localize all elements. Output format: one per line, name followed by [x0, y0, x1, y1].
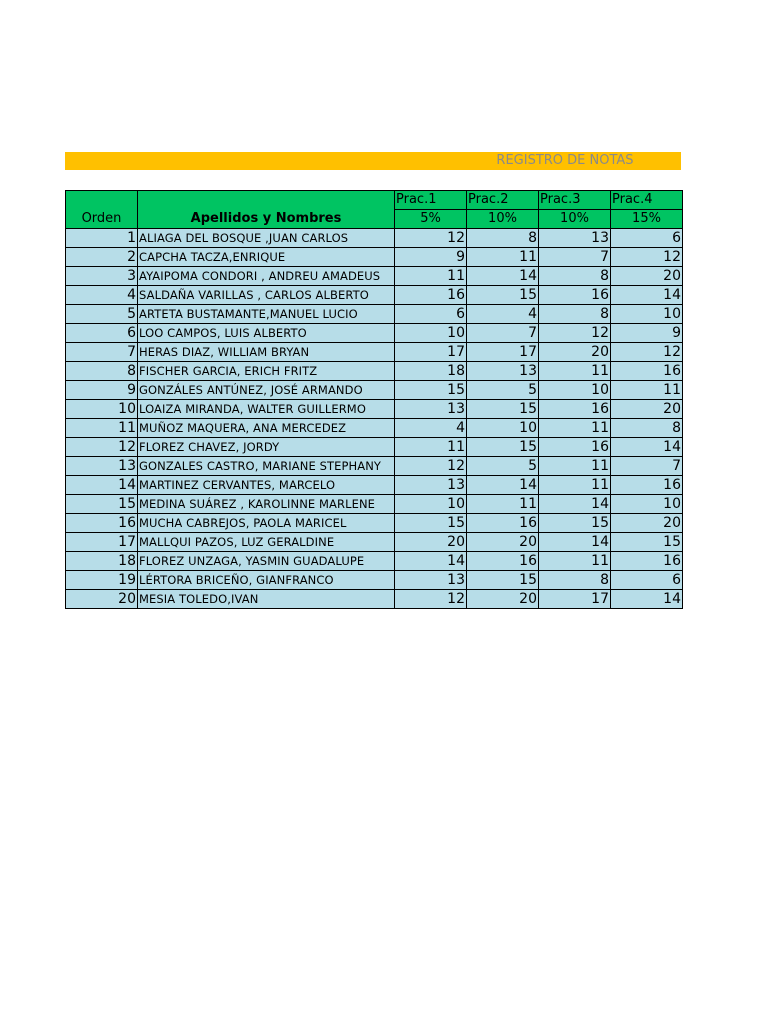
grade-cell: 11 [611, 381, 683, 400]
table-row [66, 343, 683, 362]
header-row-labels [66, 191, 683, 210]
grade-cell: 14 [611, 590, 683, 609]
grade-cell: 8 [611, 419, 683, 438]
order-cell: 13 [66, 457, 138, 476]
grade-cell: 4 [467, 305, 539, 324]
grade-cell: 7 [467, 324, 539, 343]
student-name-cell: MESIA TOLEDO,IVAN [138, 590, 395, 609]
student-name-cell: FISCHER GARCIA, ERICH FRITZ [138, 362, 395, 381]
grade-cell: 7 [539, 248, 611, 267]
student-name-cell: MUCHA CABREJOS, PAOLA MARICEL [138, 514, 395, 533]
order-cell: 9 [66, 381, 138, 400]
student-name-cell: LOO CAMPOS, LUIS ALBERTO [138, 324, 395, 343]
grade-cell: 17 [395, 343, 467, 362]
table-row [66, 514, 683, 533]
order-cell: 17 [66, 533, 138, 552]
order-header: Orden [66, 191, 138, 229]
grade-cell: 14 [539, 533, 611, 552]
grade-cell: 11 [395, 267, 467, 286]
student-name-cell: SALDAÑA VARILLAS , CARLOS ALBERTO [138, 286, 395, 305]
grade-cell: 11 [539, 362, 611, 381]
table-row [66, 571, 683, 590]
grade-cell: 13 [395, 571, 467, 590]
grade-cell: 8 [539, 267, 611, 286]
grade-cell: 16 [611, 476, 683, 495]
grade-cell: 11 [539, 476, 611, 495]
practice-weight: 10% [467, 210, 539, 229]
grade-cell: 4 [395, 419, 467, 438]
grades-table [65, 190, 683, 609]
grade-cell: 11 [467, 248, 539, 267]
practice-weight: 5% [395, 210, 467, 229]
table-row [66, 248, 683, 267]
grade-cell: 20 [611, 400, 683, 419]
student-name-cell: GONZÁLES ANTÚNEZ, JOSÉ ARMANDO [138, 381, 395, 400]
practice-header: Prac.3 [539, 191, 611, 210]
practice-header: Prac.4 [611, 191, 683, 210]
grade-cell: 9 [395, 248, 467, 267]
grade-cell: 6 [395, 305, 467, 324]
grade-cell: 17 [539, 590, 611, 609]
student-name-cell: HERAS DIAZ, WILLIAM BRYAN [138, 343, 395, 362]
grade-cell: 13 [467, 362, 539, 381]
grade-cell: 14 [539, 495, 611, 514]
grade-cell: 13 [395, 400, 467, 419]
grade-cell: 11 [467, 495, 539, 514]
order-cell: 6 [66, 324, 138, 343]
table-row [66, 419, 683, 438]
grade-cell: 6 [611, 571, 683, 590]
title-bar [65, 152, 681, 170]
grade-cell: 14 [467, 267, 539, 286]
grade-cell: 14 [467, 476, 539, 495]
grade-cell: 11 [539, 457, 611, 476]
table-row [66, 533, 683, 552]
table-row [66, 476, 683, 495]
grade-cell: 16 [467, 552, 539, 571]
grade-cell: 15 [395, 381, 467, 400]
grade-cell: 20 [611, 514, 683, 533]
grade-cell: 15 [467, 400, 539, 419]
student-name-cell: GONZALES CASTRO, MARIANE STEPHANY [138, 457, 395, 476]
grade-cell: 13 [395, 476, 467, 495]
grade-cell: 8 [539, 571, 611, 590]
practice-weight: 10% [539, 210, 611, 229]
student-name-cell: LOAIZA MIRANDA, WALTER GUILLERMO [138, 400, 395, 419]
table-row [66, 590, 683, 609]
grade-cell: 12 [611, 248, 683, 267]
student-name-cell: FLOREZ UNZAGA, YASMIN GUADALUPE [138, 552, 395, 571]
practice-header: Prac.1 [395, 191, 467, 210]
grade-cell: 15 [395, 514, 467, 533]
grade-cell: 11 [395, 438, 467, 457]
table-row [66, 400, 683, 419]
grade-cell: 15 [467, 571, 539, 590]
order-cell: 8 [66, 362, 138, 381]
order-cell: 10 [66, 400, 138, 419]
grade-cell: 16 [611, 362, 683, 381]
grade-cell: 16 [467, 514, 539, 533]
grade-cell: 18 [395, 362, 467, 381]
grade-cell: 5 [467, 457, 539, 476]
table-row [66, 362, 683, 381]
student-name-cell: CAPCHA TACZA,ENRIQUE [138, 248, 395, 267]
table-row [66, 324, 683, 343]
grade-cell: 15 [467, 286, 539, 305]
table-row [66, 305, 683, 324]
table-row [66, 381, 683, 400]
grade-cell: 16 [395, 286, 467, 305]
table-row [66, 457, 683, 476]
grade-cell: 10 [611, 305, 683, 324]
table-row [66, 438, 683, 457]
student-name-cell: ALIAGA DEL BOSQUE ,JUAN CARLOS [138, 229, 395, 248]
grade-cell: 16 [539, 286, 611, 305]
practice-weight: 15% [611, 210, 683, 229]
grade-cell: 15 [539, 514, 611, 533]
order-cell: 15 [66, 495, 138, 514]
grade-cell: 12 [395, 457, 467, 476]
grade-cell: 12 [395, 590, 467, 609]
student-name-cell: MEDINA SUÁREZ , KAROLINNE MARLENE [138, 495, 395, 514]
grade-cell: 8 [467, 229, 539, 248]
table-row [66, 286, 683, 305]
practice-header: Prac.2 [467, 191, 539, 210]
grade-cell: 11 [539, 552, 611, 571]
order-cell: 20 [66, 590, 138, 609]
grade-cell: 20 [395, 533, 467, 552]
table-row [66, 229, 683, 248]
grade-cell: 20 [611, 267, 683, 286]
table-row [66, 267, 683, 286]
order-cell: 14 [66, 476, 138, 495]
grade-cell: 11 [539, 419, 611, 438]
grade-cell: 10 [467, 419, 539, 438]
sheet-title: REGISTRO DE NOTAS [496, 153, 634, 168]
grade-cell: 20 [467, 533, 539, 552]
order-cell: 12 [66, 438, 138, 457]
grade-cell: 16 [611, 552, 683, 571]
grade-cell: 6 [611, 229, 683, 248]
student-name-cell: MALLQUI PAZOS, LUZ GERALDINE [138, 533, 395, 552]
grade-cell: 15 [611, 533, 683, 552]
order-cell: 19 [66, 571, 138, 590]
grade-cell: 16 [539, 400, 611, 419]
order-cell: 16 [66, 514, 138, 533]
grade-cell: 20 [539, 343, 611, 362]
student-name-cell: FLOREZ CHAVEZ, JORDY [138, 438, 395, 457]
grade-cell: 14 [611, 286, 683, 305]
order-cell: 11 [66, 419, 138, 438]
student-name-cell: LÉRTORA BRICEÑO, GIANFRANCO [138, 571, 395, 590]
grade-cell: 8 [539, 305, 611, 324]
grade-cell: 12 [611, 343, 683, 362]
grade-cell: 12 [395, 229, 467, 248]
grade-cell: 10 [539, 381, 611, 400]
order-cell: 5 [66, 305, 138, 324]
student-name-cell: MUÑOZ MAQUERA, ANA MERCEDEZ [138, 419, 395, 438]
student-name-cell: MARTINEZ CERVANTES, MARCELO [138, 476, 395, 495]
grade-cell: 10 [395, 324, 467, 343]
grade-cell: 9 [611, 324, 683, 343]
grade-cell: 16 [539, 438, 611, 457]
grade-cell: 5 [467, 381, 539, 400]
table-row [66, 495, 683, 514]
student-name-cell: AYAIPOMA CONDORI , ANDREU AMADEUS [138, 267, 395, 286]
order-cell: 1 [66, 229, 138, 248]
table-row [66, 552, 683, 571]
grade-cell: 13 [539, 229, 611, 248]
grade-cell: 7 [611, 457, 683, 476]
grade-cell: 12 [539, 324, 611, 343]
grade-cell: 10 [395, 495, 467, 514]
grade-cell: 17 [467, 343, 539, 362]
grade-cell: 15 [467, 438, 539, 457]
order-cell: 7 [66, 343, 138, 362]
order-cell: 18 [66, 552, 138, 571]
grade-cell: 14 [395, 552, 467, 571]
order-cell: 3 [66, 267, 138, 286]
student-name-cell: ARTETA BUSTAMANTE,MANUEL LUCIO [138, 305, 395, 324]
grade-cell: 20 [467, 590, 539, 609]
grade-cell: 14 [611, 438, 683, 457]
grade-cell: 10 [611, 495, 683, 514]
order-cell: 4 [66, 286, 138, 305]
names-header: Apellidos y Nombres [138, 191, 395, 229]
order-cell: 2 [66, 248, 138, 267]
